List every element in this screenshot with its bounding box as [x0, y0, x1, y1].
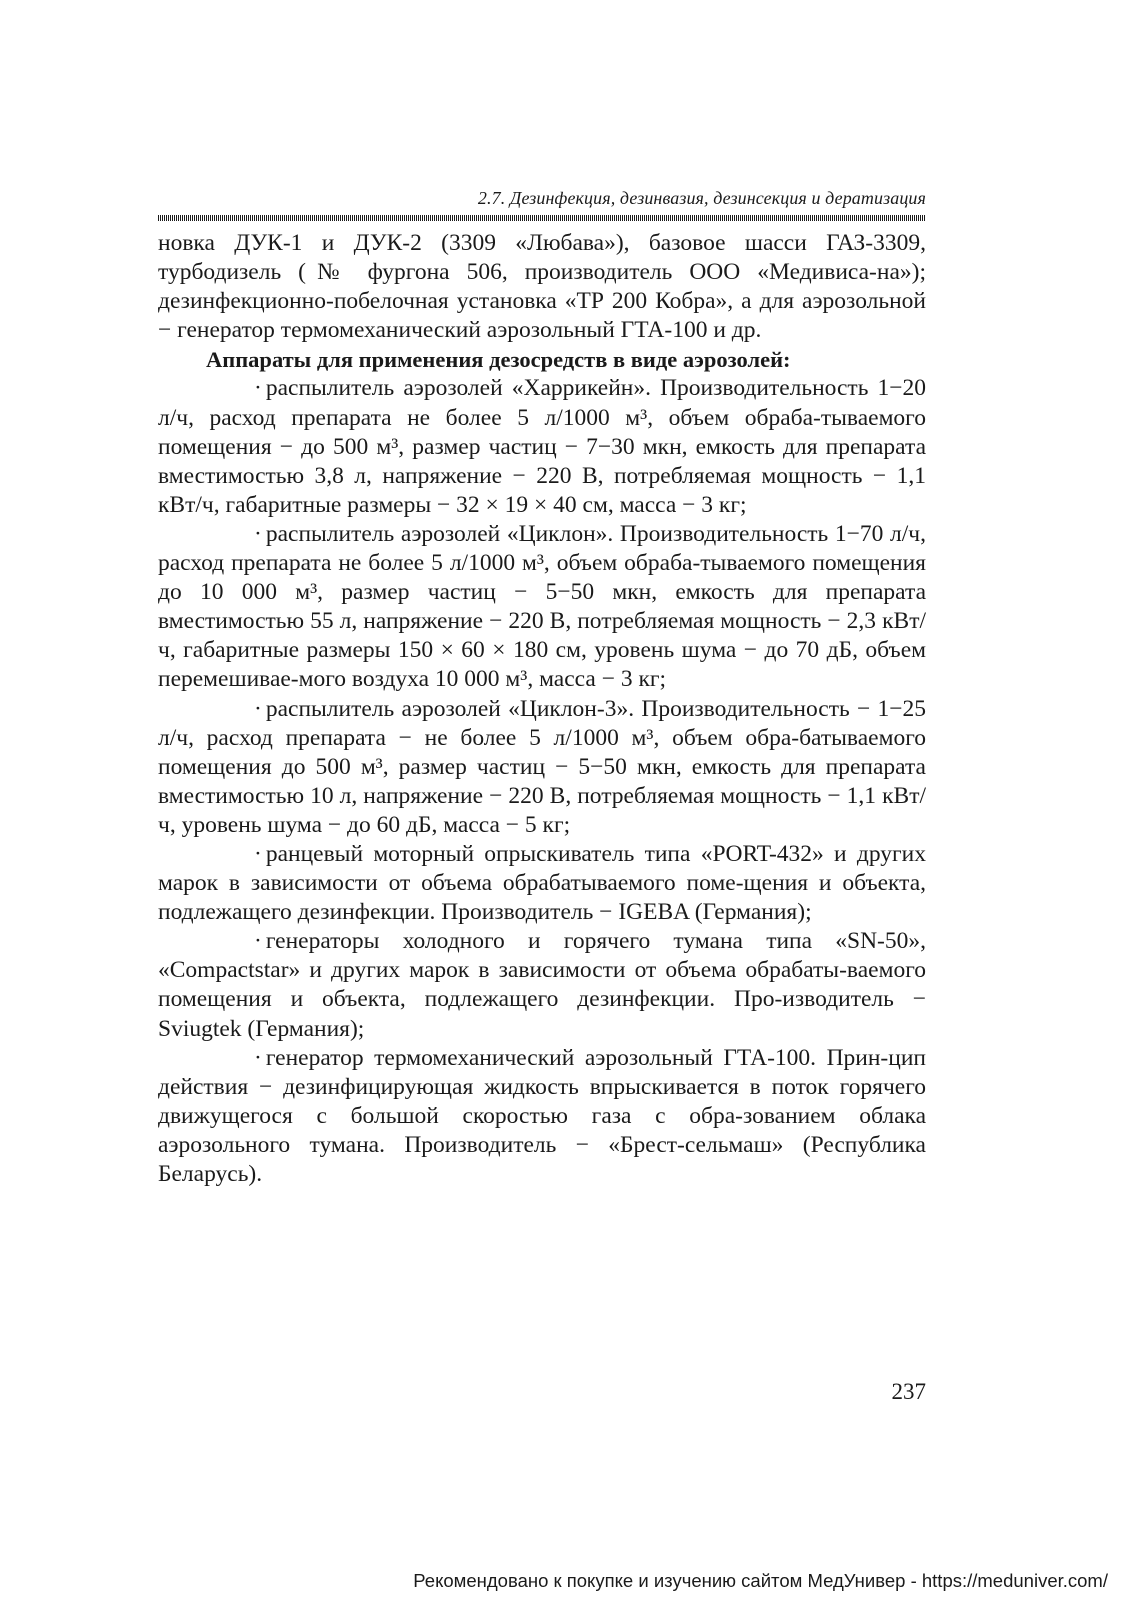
- intro-paragraph: новка ДУК-1 и ДУК-2 (3309 «Любава»), базовое шасси ГАЗ-3309, турбодизель (№ фургона 506, производитель ООО «Медивиса-на»); дезинфекционно-побелочная установка «ТР 200 Кобра», а для аэрозольной − генератор термомеханический аэрозольный ГТА-100 и др.: [158, 230, 926, 344]
- list-item-text: распылитель аэрозолей «Циклон-3». Производительность − 1−25 л/ч, расход препарата − не более 5 л/1000 м³, объем обра-батываемого помещения до 500 м³, размер частиц − 5−50 мкн, емкость для препарата вместимостью 10 л, напряжение − 220 В, потребляемая мощность − 1,1 кВт/ч, уровень шума − до 60 дБ, масса − 5 кг;: [158, 695, 926, 838]
- list-item-text: генераторы холодного и горячего тумана типа «SN-50», «Compactstar» и других марок в зависимости от объема обрабаты-ваемого помещения и объекта, подлежащего дезинфекции. Про-изводитель − Sviugtek (Германия);: [158, 928, 926, 1042]
- list-item: [158, 520, 926, 695]
- footer-note: Рекомендовано к покупке и изучению сайтом МедУнивер - https://meduniver.com/: [413, 1570, 1108, 1591]
- list-item-text: генератор термомеханический аэрозольный ГТА-100. Прин-цип действия − дезинфицирующая жидкость впрыскивается в поток горячего движущегося с большой скоростью газа с обра-зованием облака аэрозольного тумана. Производитель − «Брест-сельмаш» (Республика Беларусь).: [158, 1044, 926, 1187]
- bullet-icon: ·: [254, 840, 262, 867]
- list-item: [158, 840, 926, 927]
- running-header: 2.7. Дезинфекция, дезинвазия, дезинсекция и дератизация: [477, 188, 926, 208]
- section-heading: Аппараты для применения дезосредств в виде аэрозолей:: [206, 347, 791, 373]
- list-item-text: распылитель аэрозолей «Циклон». Производительность 1−70 л/ч, расход препарата не более 5 л/1000 м³, объем обраба-тываемого помещения до 10 000 м³, размер частиц − 5−50 мкн, емкость для препарата вместимостью 55 л, напряжение − 220 В, потребляемая мощность − 2,3 кВт/ч, габаритные размеры 150 × 60 × 180 см, уровень шума − до 70 дБ, объем перемешивае-мого воздуха 10 000 м³, масса − 3 кг;: [158, 520, 926, 693]
- list-item: [158, 695, 926, 840]
- list-item: [158, 927, 926, 1043]
- list-item: [158, 1044, 926, 1189]
- list-item-text: распылитель аэрозолей «Харрикейн». Производительность 1−20 л/ч, расход препарата не более 5 л/1000 м³, объем обраба-тываемого помещения − до 500 м³, размер частиц − 7−30 мкн, емкость для препарата вместимостью 3,8 л, напряжение − 220 В, потребляемая мощность − 1,1 кВт/ч, габаритные размеры − 32 × 19 × 40 см, масса − 3 кг;: [158, 375, 926, 518]
- bullet-icon: ·: [254, 375, 262, 402]
- header-rule: [158, 215, 926, 221]
- bullet-icon: ·: [254, 1044, 262, 1071]
- list-item-text: ранцевый моторный опрыскиватель типа «PORT-432» и других марок в зависимости от объема обрабатываемого поме-щения и объекта, подлежащего дезинфекции. Производитель − IGEBA (Германия);: [158, 840, 926, 926]
- bullet-icon: ·: [254, 928, 262, 955]
- bullet-icon: ·: [254, 520, 262, 547]
- list-item: [158, 374, 926, 519]
- page-number: 237: [891, 1379, 926, 1404]
- bullet-icon: ·: [254, 695, 262, 722]
- main-text: [158, 229, 926, 1189]
